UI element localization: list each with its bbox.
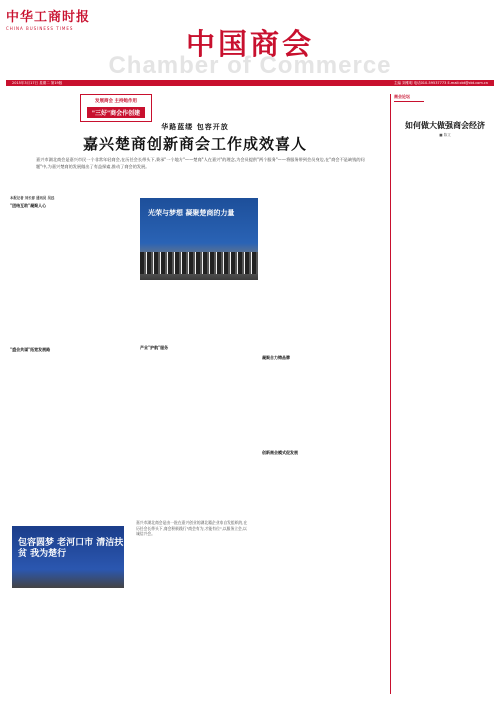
paper-name-cn: 中华工商时报 xyxy=(6,10,91,25)
date-line: 2015年3月17日 星期二 第19版 xyxy=(12,81,63,85)
article-photo-1[interactable] xyxy=(140,198,258,280)
editor-line: 主编 刘维明 电话010-59537773 E-mail:cbt@cbt.com.cn xyxy=(393,81,488,85)
sidebar-headline[interactable]: 如何做大做强商会经济 xyxy=(405,120,485,130)
sidebar-article xyxy=(394,94,496,138)
topic-banner[interactable] xyxy=(80,94,152,122)
banner-line-1: 发展商会 主持她作用 xyxy=(94,99,138,104)
subhead-5: 创新商会模式促发展 xyxy=(262,449,298,455)
article-column-5 xyxy=(326,196,386,686)
subhead-1: "团结互助"凝聚人心 xyxy=(10,202,47,208)
article-lead: 嘉兴市湖北商会是嘉兴市民一个非常年轻商会,在历任会长带头下,秉承"一个地方"——楚商"人在嘉兴"的理念,为会员提供"两个服务"——将服务带到会员身边,在"商会不是缺钱的问题"中,为嘉兴楚商的发展做出了有益探索,推动了商会的发展。 xyxy=(36,157,365,169)
banner-line-2: "三好"商会作创建 xyxy=(87,107,145,118)
article-headline[interactable]: 嘉兴楚商创新商会工作成效喜人 xyxy=(82,135,307,153)
article-column-2 xyxy=(74,196,136,516)
section-title-cn: 中国商会 xyxy=(185,27,314,61)
photo-1-caption: 光荣与梦想 凝聚楚商的力量 xyxy=(148,209,235,217)
photo-2-caption: 包容圆梦 老河口市 清洁扶贫 我为楚行 xyxy=(18,538,124,559)
article-column-4 xyxy=(262,196,322,686)
article-photo-2[interactable] xyxy=(12,526,124,588)
article-column-3 xyxy=(140,286,258,516)
pull-quote: 嘉兴市湖北商会是由一批在嘉兴创业的湖北籍企业家自发组织的,在历任会长带头下,商会积极践行"商会有为,才能有位",以服务立会,以诚信兴会。 xyxy=(136,520,248,537)
date-bar xyxy=(6,80,494,86)
column-divider xyxy=(390,94,391,694)
section-title-en: Chamber of Commerce xyxy=(108,52,392,79)
sidebar-label: 商会论坛 xyxy=(394,94,424,102)
article-byline: 本报记者 刘长春 通讯员 吴远 xyxy=(10,196,55,200)
subhead-3: 产业"护航"服务 xyxy=(140,345,169,350)
sidebar-column xyxy=(396,148,494,693)
subhead-4: 凝聚合力铸品牌 xyxy=(262,355,290,360)
group-photo xyxy=(140,252,258,274)
article-kicker: 华路蓝缕 包容开放 xyxy=(161,123,229,131)
paper-name-en: CHINA BUSINESS TIMES xyxy=(6,26,74,31)
sidebar-author: ■ 陈文 xyxy=(439,133,451,137)
subhead-2: "盛会共谋"拓宽发展路 xyxy=(10,347,51,353)
masthead xyxy=(0,0,500,88)
article-column-1 xyxy=(10,196,70,516)
